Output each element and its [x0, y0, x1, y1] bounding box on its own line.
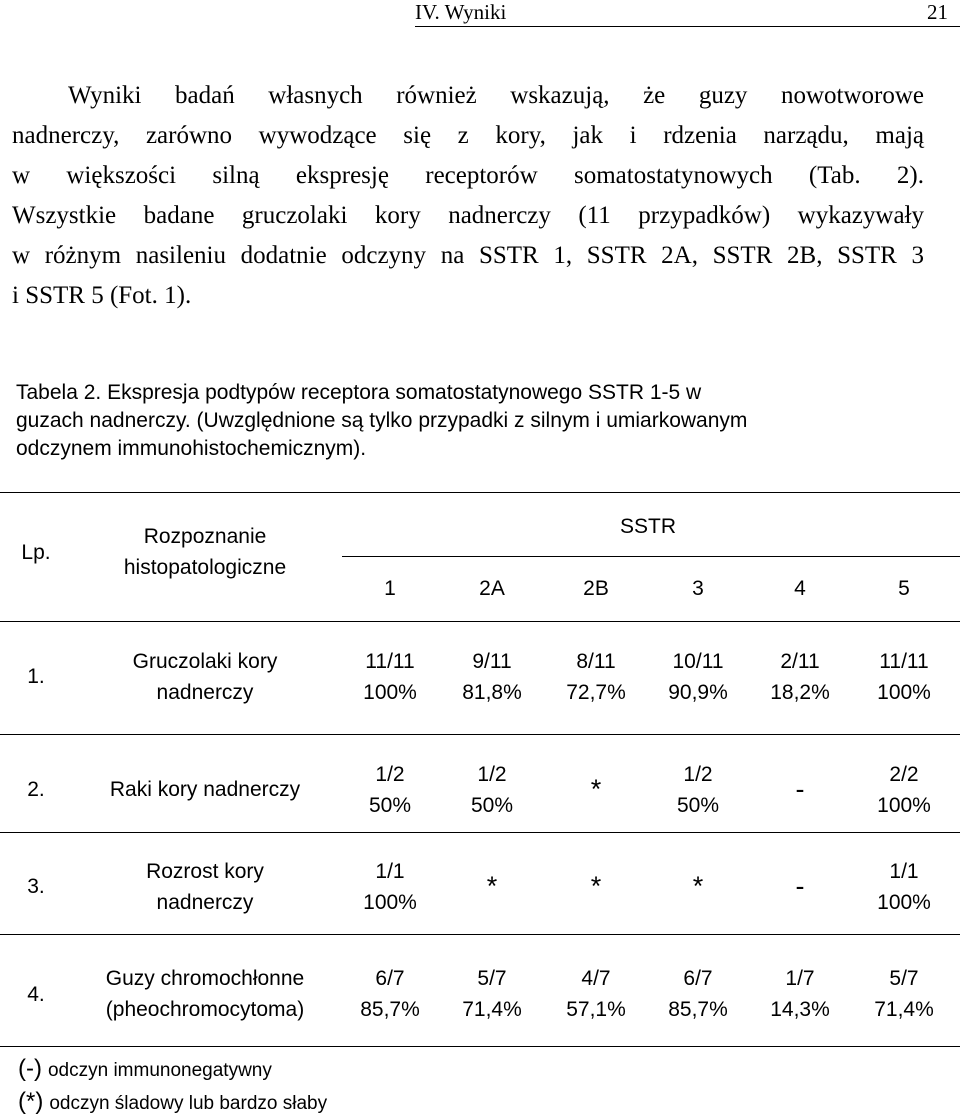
header-rule [415, 26, 960, 27]
data-cell-line: 4/7 [581, 967, 611, 990]
row-diagnosis-line: Raki kory nadnerczy [109, 778, 301, 801]
data-cell-line: 57,1% [566, 998, 626, 1021]
header-subtype-cell [658, 568, 738, 608]
row-diagnosis-line: Guzy chromochłonne [105, 967, 305, 990]
data-cell-line: 1/7 [785, 967, 815, 990]
data-cell [444, 940, 540, 1048]
data-cell-line: 2/11 [780, 649, 820, 673]
caption-line: guzach nadnerczy. (Uwzględnione są tylko przypadki z silnym i umiarkowanym [16, 409, 748, 432]
row-diagnosis-line: nadnerczy [156, 890, 254, 914]
data-cell-line: * [692, 871, 704, 901]
data-cell [342, 940, 438, 1048]
data-cell-line: 50% [368, 793, 412, 817]
data-cell [650, 740, 746, 839]
data-cell-line: 11/11 [365, 649, 415, 673]
results-paragraph [12, 76, 924, 316]
row-lp: 4. [27, 982, 45, 1006]
sstr-subheader-rule [342, 556, 960, 557]
header-subtype-cell [864, 568, 944, 608]
row-diagnosis [80, 740, 330, 839]
data-cell-line: 6/7 [375, 967, 405, 990]
data-cell-line: 5/7 [889, 967, 919, 990]
legend-item [18, 1052, 327, 1085]
row-lp: 3. [27, 875, 45, 898]
header-diagnosis-line: Rozpoznanie [143, 525, 267, 548]
header-subtype: 5 [898, 576, 910, 600]
data-cell-line: 1/1 [889, 859, 919, 883]
legend-item [18, 1085, 327, 1118]
header-subtype: 1 [384, 576, 396, 600]
caption-line: Tabela 2. Ekspresja podtypów receptora somatostatynowego SSTR 1-5 w [16, 381, 702, 404]
header-diagnosis [85, 520, 325, 584]
header-bottom-rule [0, 621, 960, 622]
data-cell-line: 1/2 [375, 762, 405, 786]
data-cell-line: 50% [470, 793, 514, 817]
data-cell [650, 627, 746, 726]
data-cell [856, 940, 952, 1048]
row-diagnosis-line: nadnerczy [156, 680, 254, 704]
header-subtype: 2A [479, 576, 505, 600]
row-lp: 2. [27, 778, 45, 801]
row-diagnosis-line: (pheochromocytoma) [105, 998, 305, 1021]
row-diagnosis-line: Rozrost kory [146, 859, 264, 883]
header-diagnosis-line: histopatologiczne [123, 556, 287, 579]
data-cell-line: 1/1 [375, 859, 405, 883]
data-cell-line: 100% [877, 680, 931, 704]
data-cell-line: * [590, 871, 602, 901]
data-cell-line: 100% [363, 680, 417, 704]
data-cell [444, 740, 540, 839]
data-cell-line: 1/2 [477, 762, 507, 786]
row-diagnosis [80, 627, 330, 726]
data-cell-line: 6/7 [683, 967, 713, 990]
paragraph-line: nadnerczy, zarówno wywodzące się z kory, jak i rdzenia narządu, mają [12, 122, 924, 149]
data-cell [856, 740, 952, 839]
row-lp-cell [1, 940, 71, 1048]
table-caption [16, 379, 916, 463]
data-cell [650, 940, 746, 1048]
legend-symbol: (*) [18, 1088, 44, 1115]
row-lp-cell [1, 837, 71, 936]
data-cell [548, 837, 644, 936]
data-cell-line: * [486, 871, 498, 901]
row-diagnosis [80, 837, 330, 936]
row-diagnosis [80, 940, 330, 1048]
data-cell [342, 740, 438, 839]
data-cell-line: 11/11 [879, 649, 929, 673]
paragraph-line: Wszystkie badane gruczolaki kory nadnerczy (11 przypadków) wykazywały [12, 202, 924, 229]
data-cell [752, 940, 848, 1048]
data-cell-line: 14,3% [770, 998, 830, 1021]
data-cell [548, 740, 644, 839]
paragraph-line: w większości silną ekspresję receptorów somatostatynowych (Tab. 2). [12, 162, 924, 189]
data-cell-line: 90,9% [668, 680, 728, 704]
page-number: 21 [927, 0, 948, 24]
row-lp: 1. [27, 665, 45, 688]
data-cell-line: 50% [676, 793, 720, 817]
header-subtype-cell [556, 568, 636, 608]
row-rule [0, 734, 960, 735]
data-cell-line: 85,7% [668, 998, 728, 1021]
row-diagnosis-line: Gruczolaki kory [132, 649, 278, 673]
header-subtype: 4 [794, 576, 806, 600]
data-cell [342, 837, 438, 936]
row-lp-cell [1, 740, 71, 839]
data-cell-line: 2/2 [889, 762, 919, 786]
header-lp: Lp. [21, 540, 51, 564]
header-subtype-cell [350, 568, 430, 608]
data-cell [856, 627, 952, 726]
header-lp-cell [1, 512, 71, 592]
data-cell-line: 71,4% [874, 998, 934, 1021]
header-subtype-cell [452, 568, 532, 608]
data-cell-line: 8/11 [576, 649, 616, 673]
data-cell [752, 740, 848, 839]
legend-symbol: (-) [18, 1055, 42, 1082]
data-cell-line: 18,2% [770, 680, 830, 704]
data-cell-line: - [795, 774, 805, 804]
data-cell [752, 837, 848, 936]
header-subtype: 3 [692, 576, 704, 600]
header-sstr-cell [548, 508, 748, 544]
data-cell [444, 837, 540, 936]
header-subtype-cell [760, 568, 840, 608]
header-subtype: 2B [583, 576, 609, 600]
data-cell-line: 72,7% [566, 680, 626, 704]
data-cell-line: - [795, 871, 805, 901]
page-header [415, 0, 960, 28]
data-cell-line: 1/2 [683, 762, 713, 786]
data-cell-line: 85,7% [360, 998, 420, 1021]
table-top-rule [0, 492, 960, 493]
data-cell [752, 627, 848, 726]
data-cell [342, 627, 438, 726]
data-cell [856, 837, 952, 936]
sstr-expression-table [0, 492, 960, 1048]
table-legend [18, 1052, 327, 1118]
paragraph-line: i SSTR 5 (Fot. 1). [12, 282, 192, 309]
data-cell-line: 5/7 [477, 967, 507, 990]
data-cell [548, 940, 644, 1048]
paragraph-line: w różnym nasileniu dodatnie odczyny na SSTR 1, SSTR 2A, SSTR 2B, SSTR 3 [12, 242, 924, 269]
data-cell [444, 627, 540, 726]
data-cell-line: 9/11 [472, 649, 512, 673]
header-sstr: SSTR [619, 514, 676, 538]
section-title: IV. Wyniki [415, 0, 507, 24]
data-cell-line: 100% [877, 793, 931, 817]
data-cell-line: 81,8% [462, 680, 522, 704]
legend-text: odczyn immunonegatywny [47, 1060, 272, 1081]
legend-text: odczyn śladowy lub bardzo słaby [49, 1093, 328, 1114]
data-cell-line: 100% [877, 890, 931, 914]
caption-line: odczynem immunohistochemicznym). [16, 437, 367, 460]
data-cell [548, 627, 644, 726]
data-cell-line: 10/11 [672, 649, 724, 673]
data-cell-line: 100% [363, 890, 417, 914]
data-cell [650, 837, 746, 936]
paragraph-line: Wyniki badań własnych również wskazują, że guzy nowotworowe [68, 82, 924, 109]
data-cell-line: 71,4% [462, 998, 522, 1021]
data-cell-line: * [590, 774, 602, 804]
row-lp-cell [1, 627, 71, 726]
